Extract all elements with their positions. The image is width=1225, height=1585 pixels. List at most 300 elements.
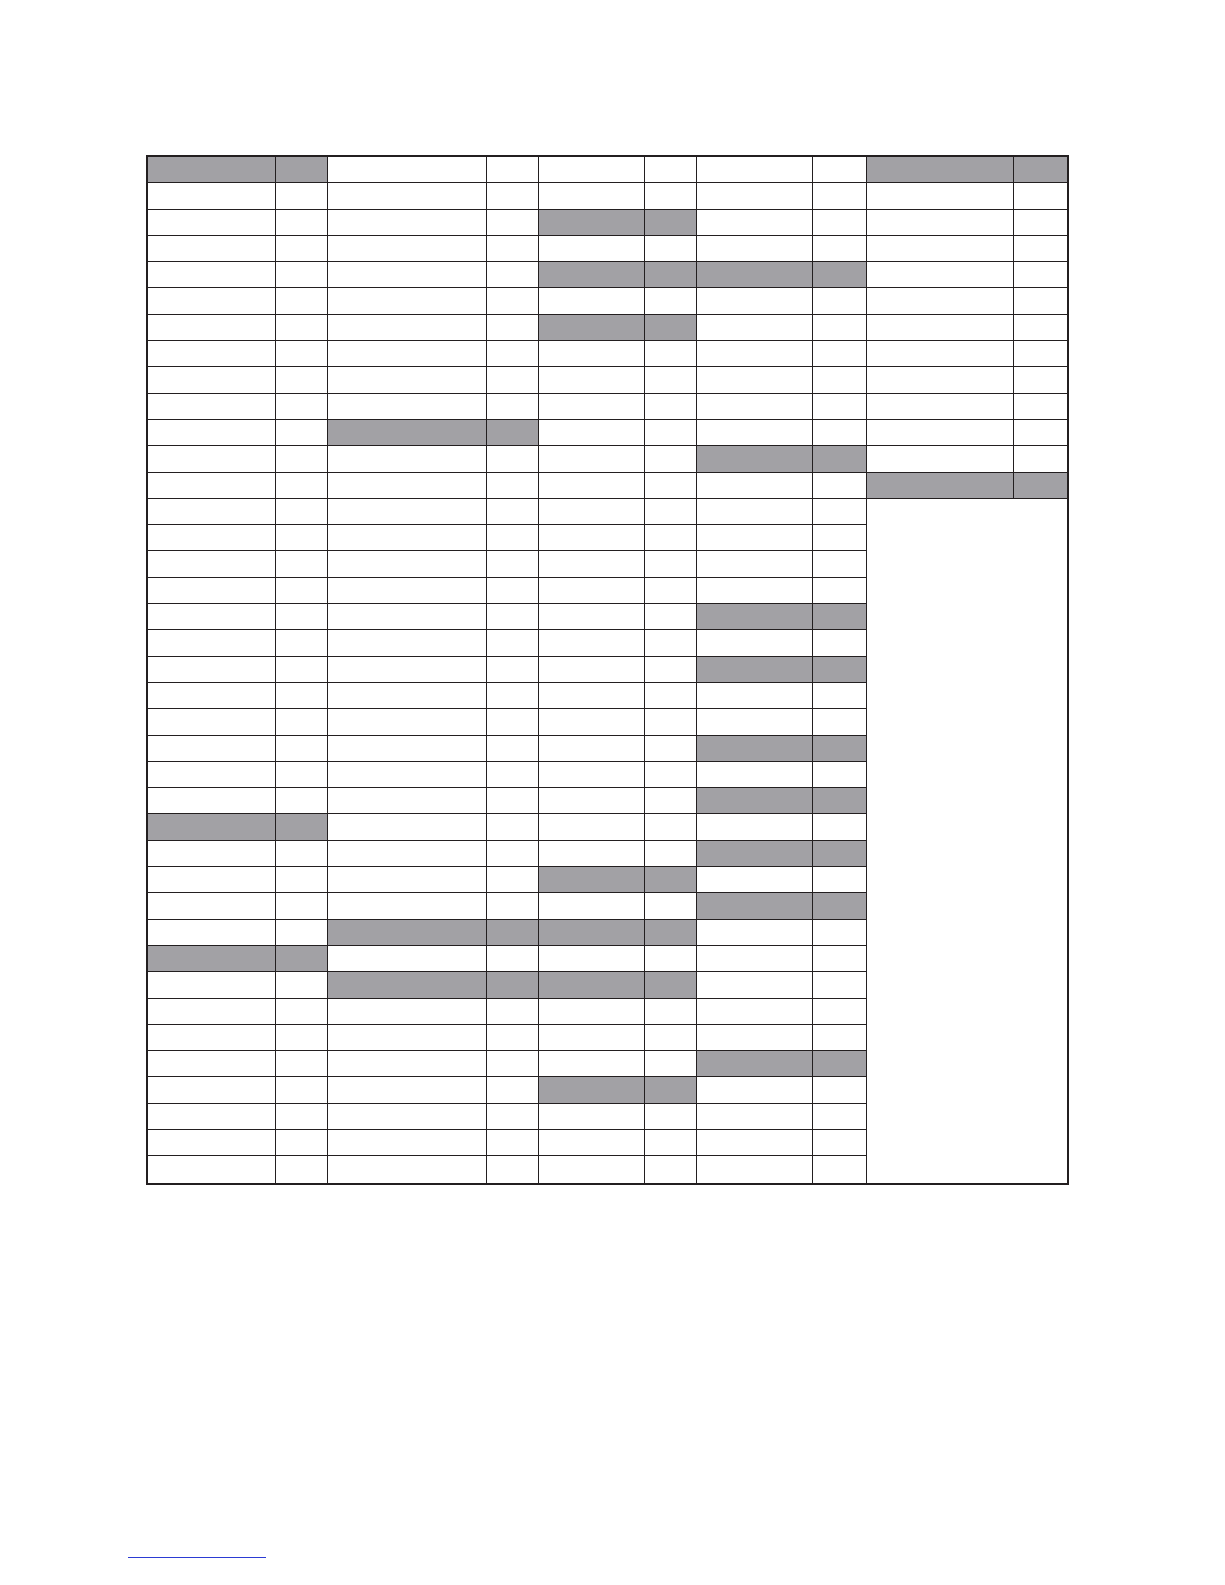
- table-cell-r17-c1: [148, 578, 276, 604]
- table-cell-r25-c7: [697, 788, 813, 814]
- table-cell-r30-c5: [539, 920, 645, 946]
- table-cell-r33-c1: [148, 999, 276, 1025]
- table-cell-r6-c10: [1014, 288, 1067, 314]
- table-cell-r35-c4: [487, 1051, 539, 1077]
- table-cell-r8-c3: [328, 341, 487, 367]
- table-cell-r2-c5: [539, 183, 645, 209]
- table-cell-r1-c10: [1014, 157, 1067, 183]
- table-cell-r9-c5: [539, 367, 645, 393]
- table-cell-r2-c6: [645, 183, 697, 209]
- table-cell-r2-c4: [487, 183, 539, 209]
- table-cell-r38-c6: [645, 1130, 697, 1156]
- table-cell-r17-c7: [697, 578, 813, 604]
- table-cell-r4-c1: [148, 236, 276, 262]
- table-cell-r9-c3: [328, 367, 487, 393]
- table-cell-r11-c6: [645, 420, 697, 446]
- table-cell-r35-c6: [645, 1051, 697, 1077]
- table-cell-r18-c6: [645, 604, 697, 630]
- table-cell-r27-c8: [813, 841, 867, 867]
- table-cell-r27-c5: [539, 841, 645, 867]
- table-cell-r3-c5: [539, 210, 645, 236]
- table-cell-r36-c7: [697, 1077, 813, 1103]
- table-cell-r15-c1: [148, 525, 276, 551]
- table-cell-r29-c6: [645, 893, 697, 919]
- table-cell-r3-c2: [276, 210, 328, 236]
- table-cell-r37-c3: [328, 1104, 487, 1130]
- table-cell-r14-c8: [813, 499, 867, 525]
- footer-link-underline: [128, 1557, 266, 1558]
- table-cell-r11-c2: [276, 420, 328, 446]
- table-cell-r7-c10: [1014, 315, 1067, 341]
- table-cell-r13-c5: [539, 473, 645, 499]
- table-cell-r5-c9: [867, 262, 1014, 288]
- table-cell-r36-c6: [645, 1077, 697, 1103]
- table-cell-r34-c7: [697, 1025, 813, 1051]
- table-cell-r26-c7: [697, 814, 813, 840]
- table-cell-r7-c4: [487, 315, 539, 341]
- table-cell-r32-c6: [645, 972, 697, 998]
- table-cell-r31-c6: [645, 946, 697, 972]
- table-cell-r29-c1: [148, 893, 276, 919]
- table-cell-r36-c8: [813, 1077, 867, 1103]
- table-cell-r6-c2: [276, 288, 328, 314]
- table-cell-r12-c5: [539, 446, 645, 472]
- table-cell-r38-c8: [813, 1130, 867, 1156]
- table-cell-r21-c5: [539, 683, 645, 709]
- table-cell-r15-c3: [328, 525, 487, 551]
- table-cell-r38-c5: [539, 1130, 645, 1156]
- table-cell-r37-c8: [813, 1104, 867, 1130]
- table-cell-r20-c6: [645, 657, 697, 683]
- table-cell-r1-c2: [276, 157, 328, 183]
- table-cell-r36-c4: [487, 1077, 539, 1103]
- table-cell-r15-c8: [813, 525, 867, 551]
- table-cell-r14-c2: [276, 499, 328, 525]
- table-cell-r21-c3: [328, 683, 487, 709]
- table-cell-r39-c1: [148, 1156, 276, 1182]
- table-cell-r5-c8: [813, 262, 867, 288]
- table-cell-r7-c7: [697, 315, 813, 341]
- table-cell-r22-c6: [645, 709, 697, 735]
- table-cell-r25-c6: [645, 788, 697, 814]
- table-cell-r5-c3: [328, 262, 487, 288]
- table-cell-r39-c6: [645, 1156, 697, 1182]
- table-cell-r15-c4: [487, 525, 539, 551]
- table-cell-r9-c6: [645, 367, 697, 393]
- table-cell-r36-c3: [328, 1077, 487, 1103]
- table-cell-r35-c5: [539, 1051, 645, 1077]
- table-cell-r7-c8: [813, 315, 867, 341]
- table-cell-r30-c4: [487, 920, 539, 946]
- table-cell-r33-c8: [813, 999, 867, 1025]
- table-cell-r24-c2: [276, 762, 328, 788]
- table-cell-r17-c2: [276, 578, 328, 604]
- table-cell-r2-c8: [813, 183, 867, 209]
- table-cell-r6-c7: [697, 288, 813, 314]
- table-cell-r33-c6: [645, 999, 697, 1025]
- table-cell-r11-c7: [697, 420, 813, 446]
- table-cell-r29-c4: [487, 893, 539, 919]
- table-cell-r20-c1: [148, 657, 276, 683]
- table-cell-r12-c7: [697, 446, 813, 472]
- table-cell-r24-c6: [645, 762, 697, 788]
- table-cell-r30-c6: [645, 920, 697, 946]
- table-cell-r14-c3: [328, 499, 487, 525]
- table-cell-r23-c5: [539, 736, 645, 762]
- table-cell-r34-c6: [645, 1025, 697, 1051]
- table-cell-r32-c3: [328, 972, 487, 998]
- table-cell-r31-c1: [148, 946, 276, 972]
- table-cell-r7-c1: [148, 315, 276, 341]
- table-cell-r6-c3: [328, 288, 487, 314]
- table-cell-r11-c10: [1014, 420, 1067, 446]
- table-cell-r1-c4: [487, 157, 539, 183]
- table-cell-r11-c5: [539, 420, 645, 446]
- table-cell-r5-c4: [487, 262, 539, 288]
- table-cell-r8-c5: [539, 341, 645, 367]
- table-cell-r21-c4: [487, 683, 539, 709]
- table-cell-r28-c2: [276, 867, 328, 893]
- table-cell-r4-c3: [328, 236, 487, 262]
- table-cell-r19-c1: [148, 630, 276, 656]
- table-cell-r24-c7: [697, 762, 813, 788]
- table-cell-r4-c4: [487, 236, 539, 262]
- table-cell-r12-c4: [487, 446, 539, 472]
- table-cell-r20-c2: [276, 657, 328, 683]
- table-cell-r26-c2: [276, 814, 328, 840]
- table-cell-r26-c4: [487, 814, 539, 840]
- table-cell-r23-c7: [697, 736, 813, 762]
- table-cell-r37-c4: [487, 1104, 539, 1130]
- table-cell-r21-c7: [697, 683, 813, 709]
- table-cell-r8-c4: [487, 341, 539, 367]
- table-cell-r10-c3: [328, 394, 487, 420]
- table-cell-r2-c9: [867, 183, 1014, 209]
- table-cell-r9-c10: [1014, 367, 1067, 393]
- table-cell-r2-c7: [697, 183, 813, 209]
- table-cell-r27-c7: [697, 841, 813, 867]
- table-cell-r24-c1: [148, 762, 276, 788]
- table-cell-r23-c3: [328, 736, 487, 762]
- table-cell-r29-c3: [328, 893, 487, 919]
- table-cell-r12-c3: [328, 446, 487, 472]
- table-cell-r39-c4: [487, 1156, 539, 1182]
- table-cell-r37-c5: [539, 1104, 645, 1130]
- table-cell-r18-c2: [276, 604, 328, 630]
- table-cell-r4-c7: [697, 236, 813, 262]
- table-cell-r39-c3: [328, 1156, 487, 1182]
- table-cell-r39-c7: [697, 1156, 813, 1182]
- table-cell-r26-c5: [539, 814, 645, 840]
- table-cell-r13-c7: [697, 473, 813, 499]
- table-cell-r31-c2: [276, 946, 328, 972]
- table-cell-r39-c5: [539, 1156, 645, 1182]
- table-cell-r21-c2: [276, 683, 328, 709]
- table-cell-r19-c4: [487, 630, 539, 656]
- table-cell-r30-c7: [697, 920, 813, 946]
- table-cell-r19-c2: [276, 630, 328, 656]
- table-cell-r7-c9: [867, 315, 1014, 341]
- table-cell-r28-c3: [328, 867, 487, 893]
- table-cell-r1-c5: [539, 157, 645, 183]
- table-cell-r12-c6: [645, 446, 697, 472]
- table-cell-r10-c6: [645, 394, 697, 420]
- table-cell-r30-c8: [813, 920, 867, 946]
- table-cell-r34-c5: [539, 1025, 645, 1051]
- table-cell-r15-c7: [697, 525, 813, 551]
- table-cell-r10-c5: [539, 394, 645, 420]
- table-cell-r34-c8: [813, 1025, 867, 1051]
- table-cell-r26-c8: [813, 814, 867, 840]
- table-cell-r13-c10: [1014, 473, 1067, 499]
- table-cell-r6-c4: [487, 288, 539, 314]
- table-cell-r25-c3: [328, 788, 487, 814]
- table-cell-r13-c2: [276, 473, 328, 499]
- table-cell-r38-c3: [328, 1130, 487, 1156]
- table-cell-r31-c8: [813, 946, 867, 972]
- table-cell-r25-c1: [148, 788, 276, 814]
- table-cell-r17-c4: [487, 578, 539, 604]
- table-cell-r32-c4: [487, 972, 539, 998]
- table-cell-r14-c1: [148, 499, 276, 525]
- table-cell-r4-c6: [645, 236, 697, 262]
- table-cell-r17-c6: [645, 578, 697, 604]
- table-cell-r9-c4: [487, 367, 539, 393]
- table-cell-r5-c10: [1014, 262, 1067, 288]
- table-cell-r29-c7: [697, 893, 813, 919]
- table-cell-r10-c8: [813, 394, 867, 420]
- table-cell-r23-c2: [276, 736, 328, 762]
- table-cell-r1-c3: [328, 157, 487, 183]
- table-cell-r28-c6: [645, 867, 697, 893]
- table-cell-r29-c8: [813, 893, 867, 919]
- table-cell-r23-c6: [645, 736, 697, 762]
- table-cell-r36-c5: [539, 1077, 645, 1103]
- table-cell-r6-c9: [867, 288, 1014, 314]
- table-cell-r5-c1: [148, 262, 276, 288]
- table-cell-r28-c1: [148, 867, 276, 893]
- table-cell-r18-c4: [487, 604, 539, 630]
- table-cell-r19-c7: [697, 630, 813, 656]
- table-cell-r5-c6: [645, 262, 697, 288]
- table-cell-r27-c3: [328, 841, 487, 867]
- table-cell-r22-c4: [487, 709, 539, 735]
- table-cell-r33-c3: [328, 999, 487, 1025]
- table-cell-r13-c1: [148, 473, 276, 499]
- table-cell-r11-c1: [148, 420, 276, 446]
- table-cell-r20-c7: [697, 657, 813, 683]
- table-cell-r34-c1: [148, 1025, 276, 1051]
- table-cell-r29-c5: [539, 893, 645, 919]
- table-cell-r37-c7: [697, 1104, 813, 1130]
- table-cell-r16-c2: [276, 551, 328, 577]
- table-cell-r10-c7: [697, 394, 813, 420]
- table-cell-r7-c5: [539, 315, 645, 341]
- table-cell-r39-c8: [813, 1156, 867, 1182]
- table-cell-r22-c2: [276, 709, 328, 735]
- table-cell-r31-c4: [487, 946, 539, 972]
- table-cell-r7-c3: [328, 315, 487, 341]
- table-cell-r7-c6: [645, 315, 697, 341]
- table-cell-r4-c9: [867, 236, 1014, 262]
- table-cell-r13-c4: [487, 473, 539, 499]
- table-cell-r11-c9: [867, 420, 1014, 446]
- table-cell-r4-c2: [276, 236, 328, 262]
- table-cell-r33-c7: [697, 999, 813, 1025]
- table-cell-r10-c4: [487, 394, 539, 420]
- table-cell-r16-c3: [328, 551, 487, 577]
- table-cell-r31-c5: [539, 946, 645, 972]
- table-cell-r24-c3: [328, 762, 487, 788]
- table-cell-r27-c1: [148, 841, 276, 867]
- table-cell-r25-c2: [276, 788, 328, 814]
- table-cell-r14-c4: [487, 499, 539, 525]
- table-cell-r27-c4: [487, 841, 539, 867]
- table-cell-r16-c1: [148, 551, 276, 577]
- table-cell-r10-c9: [867, 394, 1014, 420]
- table-cell-r28-c8: [813, 867, 867, 893]
- table-cell-r8-c9: [867, 341, 1014, 367]
- table-cell-r19-c3: [328, 630, 487, 656]
- table-cell-r30-c2: [276, 920, 328, 946]
- table-cell-r8-c8: [813, 341, 867, 367]
- table-cell-r12-c10: [1014, 446, 1067, 472]
- table-cell-r28-c5: [539, 867, 645, 893]
- table-cell-r13-c3: [328, 473, 487, 499]
- table-cell-r26-c1: [148, 814, 276, 840]
- table-cell-r12-c2: [276, 446, 328, 472]
- table-cell-r11-c4: [487, 420, 539, 446]
- table-cell-r30-c1: [148, 920, 276, 946]
- table-cell-r32-c7: [697, 972, 813, 998]
- table-cell-r14-c7: [697, 499, 813, 525]
- table-cell-r3-c3: [328, 210, 487, 236]
- table-cell-r22-c7: [697, 709, 813, 735]
- table-cell-r18-c5: [539, 604, 645, 630]
- table-cell-r22-c1: [148, 709, 276, 735]
- table-cell-r13-c6: [645, 473, 697, 499]
- table-cell-r24-c4: [487, 762, 539, 788]
- table-cell-r38-c4: [487, 1130, 539, 1156]
- table-cell-r6-c5: [539, 288, 645, 314]
- table-cell-r19-c6: [645, 630, 697, 656]
- table-cell-r1-c1: [148, 157, 276, 183]
- table-cell-r2-c1: [148, 183, 276, 209]
- table-cell-r25-c4: [487, 788, 539, 814]
- table-cell-r22-c5: [539, 709, 645, 735]
- table-cell-r23-c8: [813, 736, 867, 762]
- table-cell-r24-c8: [813, 762, 867, 788]
- table-cell-r18-c8: [813, 604, 867, 630]
- table-cell-r18-c1: [148, 604, 276, 630]
- table-cell-r24-c5: [539, 762, 645, 788]
- table-cell-r9-c2: [276, 367, 328, 393]
- table-cell-r3-c9: [867, 210, 1014, 236]
- table-cell-r3-c10: [1014, 210, 1067, 236]
- table-cell-r20-c4: [487, 657, 539, 683]
- table-cell-r35-c8: [813, 1051, 867, 1077]
- table-cell-r4-c8: [813, 236, 867, 262]
- table-cell-r3-c6: [645, 210, 697, 236]
- table-cell-r27-c2: [276, 841, 328, 867]
- table-cell-r11-c3: [328, 420, 487, 446]
- table-cell-r29-c2: [276, 893, 328, 919]
- table-cell-r20-c8: [813, 657, 867, 683]
- table-cell-r21-c6: [645, 683, 697, 709]
- table-cell-r28-c4: [487, 867, 539, 893]
- table-cell-r35-c3: [328, 1051, 487, 1077]
- table-cell-r10-c2: [276, 394, 328, 420]
- table-cell-r15-c6: [645, 525, 697, 551]
- table-cell-r16-c5: [539, 551, 645, 577]
- table-cell-r4-c10: [1014, 236, 1067, 262]
- table-cell-r1-c9: [867, 157, 1014, 183]
- table-cell-r33-c2: [276, 999, 328, 1025]
- table-cell-r5-c5: [539, 262, 645, 288]
- table-cell-r12-c9: [867, 446, 1014, 472]
- table-cell-r31-c7: [697, 946, 813, 972]
- table-cell-r9-c7: [697, 367, 813, 393]
- table-cell-r25-c5: [539, 788, 645, 814]
- table-cell-r21-c1: [148, 683, 276, 709]
- table-cell-r36-c1: [148, 1077, 276, 1103]
- table-cell-r10-c1: [148, 394, 276, 420]
- table-cell-r32-c1: [148, 972, 276, 998]
- table-cell-r9-c9: [867, 367, 1014, 393]
- table-cell-r23-c4: [487, 736, 539, 762]
- table-cell-r14-c6: [645, 499, 697, 525]
- table-cell-r32-c8: [813, 972, 867, 998]
- table-cell-r16-c4: [487, 551, 539, 577]
- table-cell-r8-c6: [645, 341, 697, 367]
- table-cell-r4-c5: [539, 236, 645, 262]
- table-cell-r25-c8: [813, 788, 867, 814]
- table-cell-r16-c6: [645, 551, 697, 577]
- table-cell-r8-c10: [1014, 341, 1067, 367]
- table-cell-r17-c3: [328, 578, 487, 604]
- table-cell-r38-c1: [148, 1130, 276, 1156]
- table-cell-r13-c8: [813, 473, 867, 499]
- table-cell-r8-c7: [697, 341, 813, 367]
- table-cell-r8-c2: [276, 341, 328, 367]
- table-cell-r26-c6: [645, 814, 697, 840]
- table-cell-r30-c3: [328, 920, 487, 946]
- table-cell-r11-c8: [813, 420, 867, 446]
- table-cell-r2-c10: [1014, 183, 1067, 209]
- table-cell-r35-c2: [276, 1051, 328, 1077]
- table-cell-r9-c8: [813, 367, 867, 393]
- table-cell-r14-c5: [539, 499, 645, 525]
- table-cell-r8-c1: [148, 341, 276, 367]
- table-cell-r26-c3: [328, 814, 487, 840]
- table-cell-r28-c7: [697, 867, 813, 893]
- table-cell-r33-c4: [487, 999, 539, 1025]
- table-cell-r21-c8: [813, 683, 867, 709]
- table-cell-r33-c5: [539, 999, 645, 1025]
- table-cell-r32-c2: [276, 972, 328, 998]
- table-cell-r9-c1: [148, 367, 276, 393]
- table-cell-r1-c7: [697, 157, 813, 183]
- table-cell-r22-c8: [813, 709, 867, 735]
- table-cell-r20-c5: [539, 657, 645, 683]
- table-cell-r31-c3: [328, 946, 487, 972]
- shaded-grid-table: [146, 155, 1069, 1185]
- table-cell-r2-c2: [276, 183, 328, 209]
- table-cell-r32-c5: [539, 972, 645, 998]
- table-cell-r10-c10: [1014, 394, 1067, 420]
- table-cell-r13-c9: [867, 473, 1014, 499]
- table-cell-r34-c2: [276, 1025, 328, 1051]
